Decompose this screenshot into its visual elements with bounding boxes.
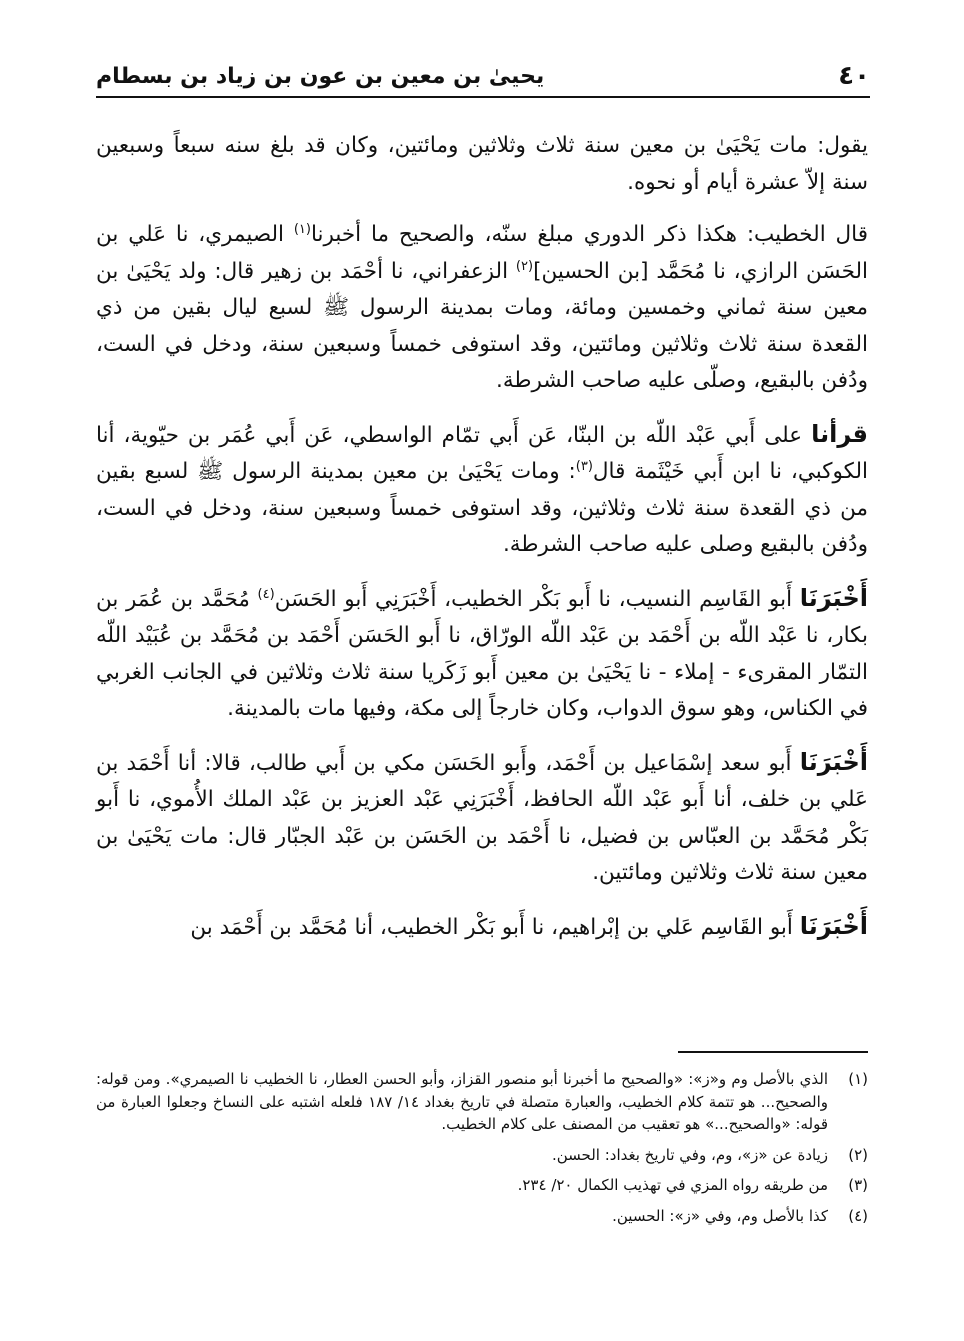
paragraph-keyword: أَخْبَرَنَا	[799, 911, 868, 940]
footnote-ref-2[interactable]: (٢)	[515, 258, 534, 274]
paragraph-text: يقول: مات يَحْيَىٰ بن معين سنة ثلاث وثلاثين ومائتين، وكان قد بلغ سنه سبعاً وسبعين سنة إلاّ عشرة أيام أو نحوه.	[96, 133, 868, 195]
footnote-4	[96, 1205, 868, 1228]
paragraph-text: الصيمري، نا عَلي بن الحَسَن الرازي، نا مُحَمَّد [بن الحسين]	[96, 222, 868, 284]
running-title: يحيىٰ بن معين بن عون بن زياد بن بسطام	[96, 63, 545, 89]
footnote-number: (١)	[848, 1070, 868, 1088]
footnote-ref-4[interactable]: (٤)	[257, 586, 275, 602]
footnote-number: (٣)	[848, 1176, 868, 1194]
paragraph-text: الزعفراني، نا أحْمَد بن زهير قال: ولد يَحْيَىٰ بن معين سنة ثماني وخمسين ومائة، ومات بمدينة الرسول ﷺ لسبع ليال بقين من ذي القعدة سنة ثلاث وثلاثين ومائتين، وقد استوفى خمساً وسبعين سنة، ودخل في الست، ودُفن بالبقيع، وصلّى عليه صاحب الشرطة.	[96, 258, 868, 393]
footnote-1	[96, 1068, 868, 1136]
paragraph-2	[96, 217, 868, 400]
footnote-number: (٢)	[848, 1145, 868, 1164]
footnote-3	[96, 1174, 868, 1197]
page-number: ٤٠	[838, 61, 870, 91]
footnote-number: (٤)	[848, 1206, 868, 1225]
paragraph-keyword: قرأنا	[811, 419, 868, 448]
paragraph-4	[96, 580, 868, 728]
footnote-divider	[678, 1051, 868, 1053]
paragraph-1	[96, 128, 868, 201]
paragraph-6	[96, 908, 868, 947]
paragraph-text: أَبو القَاسِم عَلي بن إبْراهيم، نا أَبو بَكْر الخطيب، أنا مُحَمَّد بن أَحْمَد بن	[190, 914, 800, 940]
footnote-ref-3[interactable]: (٣)	[575, 458, 593, 474]
page-header	[96, 56, 870, 98]
paragraph-text: مُحَمَّد بن عُمَر بن بكار، نا عَبْد اللّه بن أَحْمَد بن عَبْد اللّه الورّاق، نا أَبو الحَسَن أَحْمَد بن مُحَمَّد بن عُبَيْد اللّه التمّار المقرىء - إملاء - نا يَحْيَىٰ بن معين أَبو زَكَريا سنة ثلاث وثلاثين في الجانب الغربي في الكناس، وهو سوق الدواب، وكان خارجاً إلى مكة، وفيها مات بالمدينة.	[96, 586, 868, 721]
footnote-text: من طريقه رواه المزي في تهذيب الكمال ٢٠/ ٢٣٤.	[517, 1176, 828, 1194]
footnote-text: زيادة عن «ز»، وم، وفي تاريخ بغداد: الحسن.	[551, 1145, 828, 1164]
paragraph-keyword: أَخْبَرَنَا	[799, 583, 868, 612]
paragraph-3	[96, 416, 868, 564]
main-text	[96, 128, 868, 962]
footnote-2	[96, 1144, 868, 1167]
footnote-text: الذي بالأصل وم و«ز»: «والصحيح ما أخبرنا أبو منصور القزاز، وأبو الحسن العطار، نا الخطيب نا الصيمري». ومن قوله: والصحيح... هو تتمة كلام الخطيب، والعبارة متصلة في تاريخ بغداد ١٤/ ١٨٧ فلعله اشتبه على النساخ وجعلوا العبارة من قوله: «والصحيح...» هو تعقيب من المصنف على كلام الخطيب.	[96, 1070, 828, 1133]
footnotes	[96, 1068, 868, 1235]
paragraph-text: على أَبي عَبْد اللّه بن البنّا، عَن أَبي تمّام الواسطي، عَن أَبي عُمَر بن حيّوية، أنا الكوكبي، نا ابن أَبي خَيْثَمة قال	[96, 422, 869, 484]
paragraph-keyword: أَخْبَرَنَا	[799, 747, 868, 776]
paragraph-text: أَبو سعد إسْمَاعيل بن أَحْمَد، وأَبو الحَسَن مكي بن أَبي طالب، قالا: أنا أَحْمَد بن عَلي بن خلف، أنا أَبو عَبْد اللّه الحافظ، أَخْبَرَنِي عَبْد العزيز بن عَبْد الملك الأُموي، نا أَبو بَكْر مُحَمَّد بن العبّاس بن فضيل، نا أَحْمَد بن الحَسَن بن عَبْد الجبّار قال: مات يَحْيَىٰ بن معين سنة ثلاث وثلاثين ومائتين.	[96, 750, 868, 885]
paragraph-5	[96, 744, 868, 892]
paragraph-text: قال الخطيب: هكذا ذكر الدوري مبلغ سنّه، والصحيح ما أخبرنا	[310, 222, 868, 247]
paragraph-text: : ومات يَحْيَىٰ بن معين بمدينة الرسول ﷺ لسبع بقين من ذي القعدة سنة ثلاث وثلاثين، وقد استوفى خمساً وسبعين سنة، ودخل في الست، ودُفن بالبقيع وصلى عليه صاحب الشرطة.	[96, 459, 868, 557]
footnote-ref-1[interactable]: (١)	[293, 221, 311, 237]
paragraph-text: أَبو القَاسِم النسيب، نا أَبو بَكْر الخطيب، أَخْبَرَنِي أَبو الحَسَن	[274, 586, 800, 612]
footnote-text: كذا بالأصل وم، وفي «ز»: الحسين.	[612, 1206, 828, 1225]
